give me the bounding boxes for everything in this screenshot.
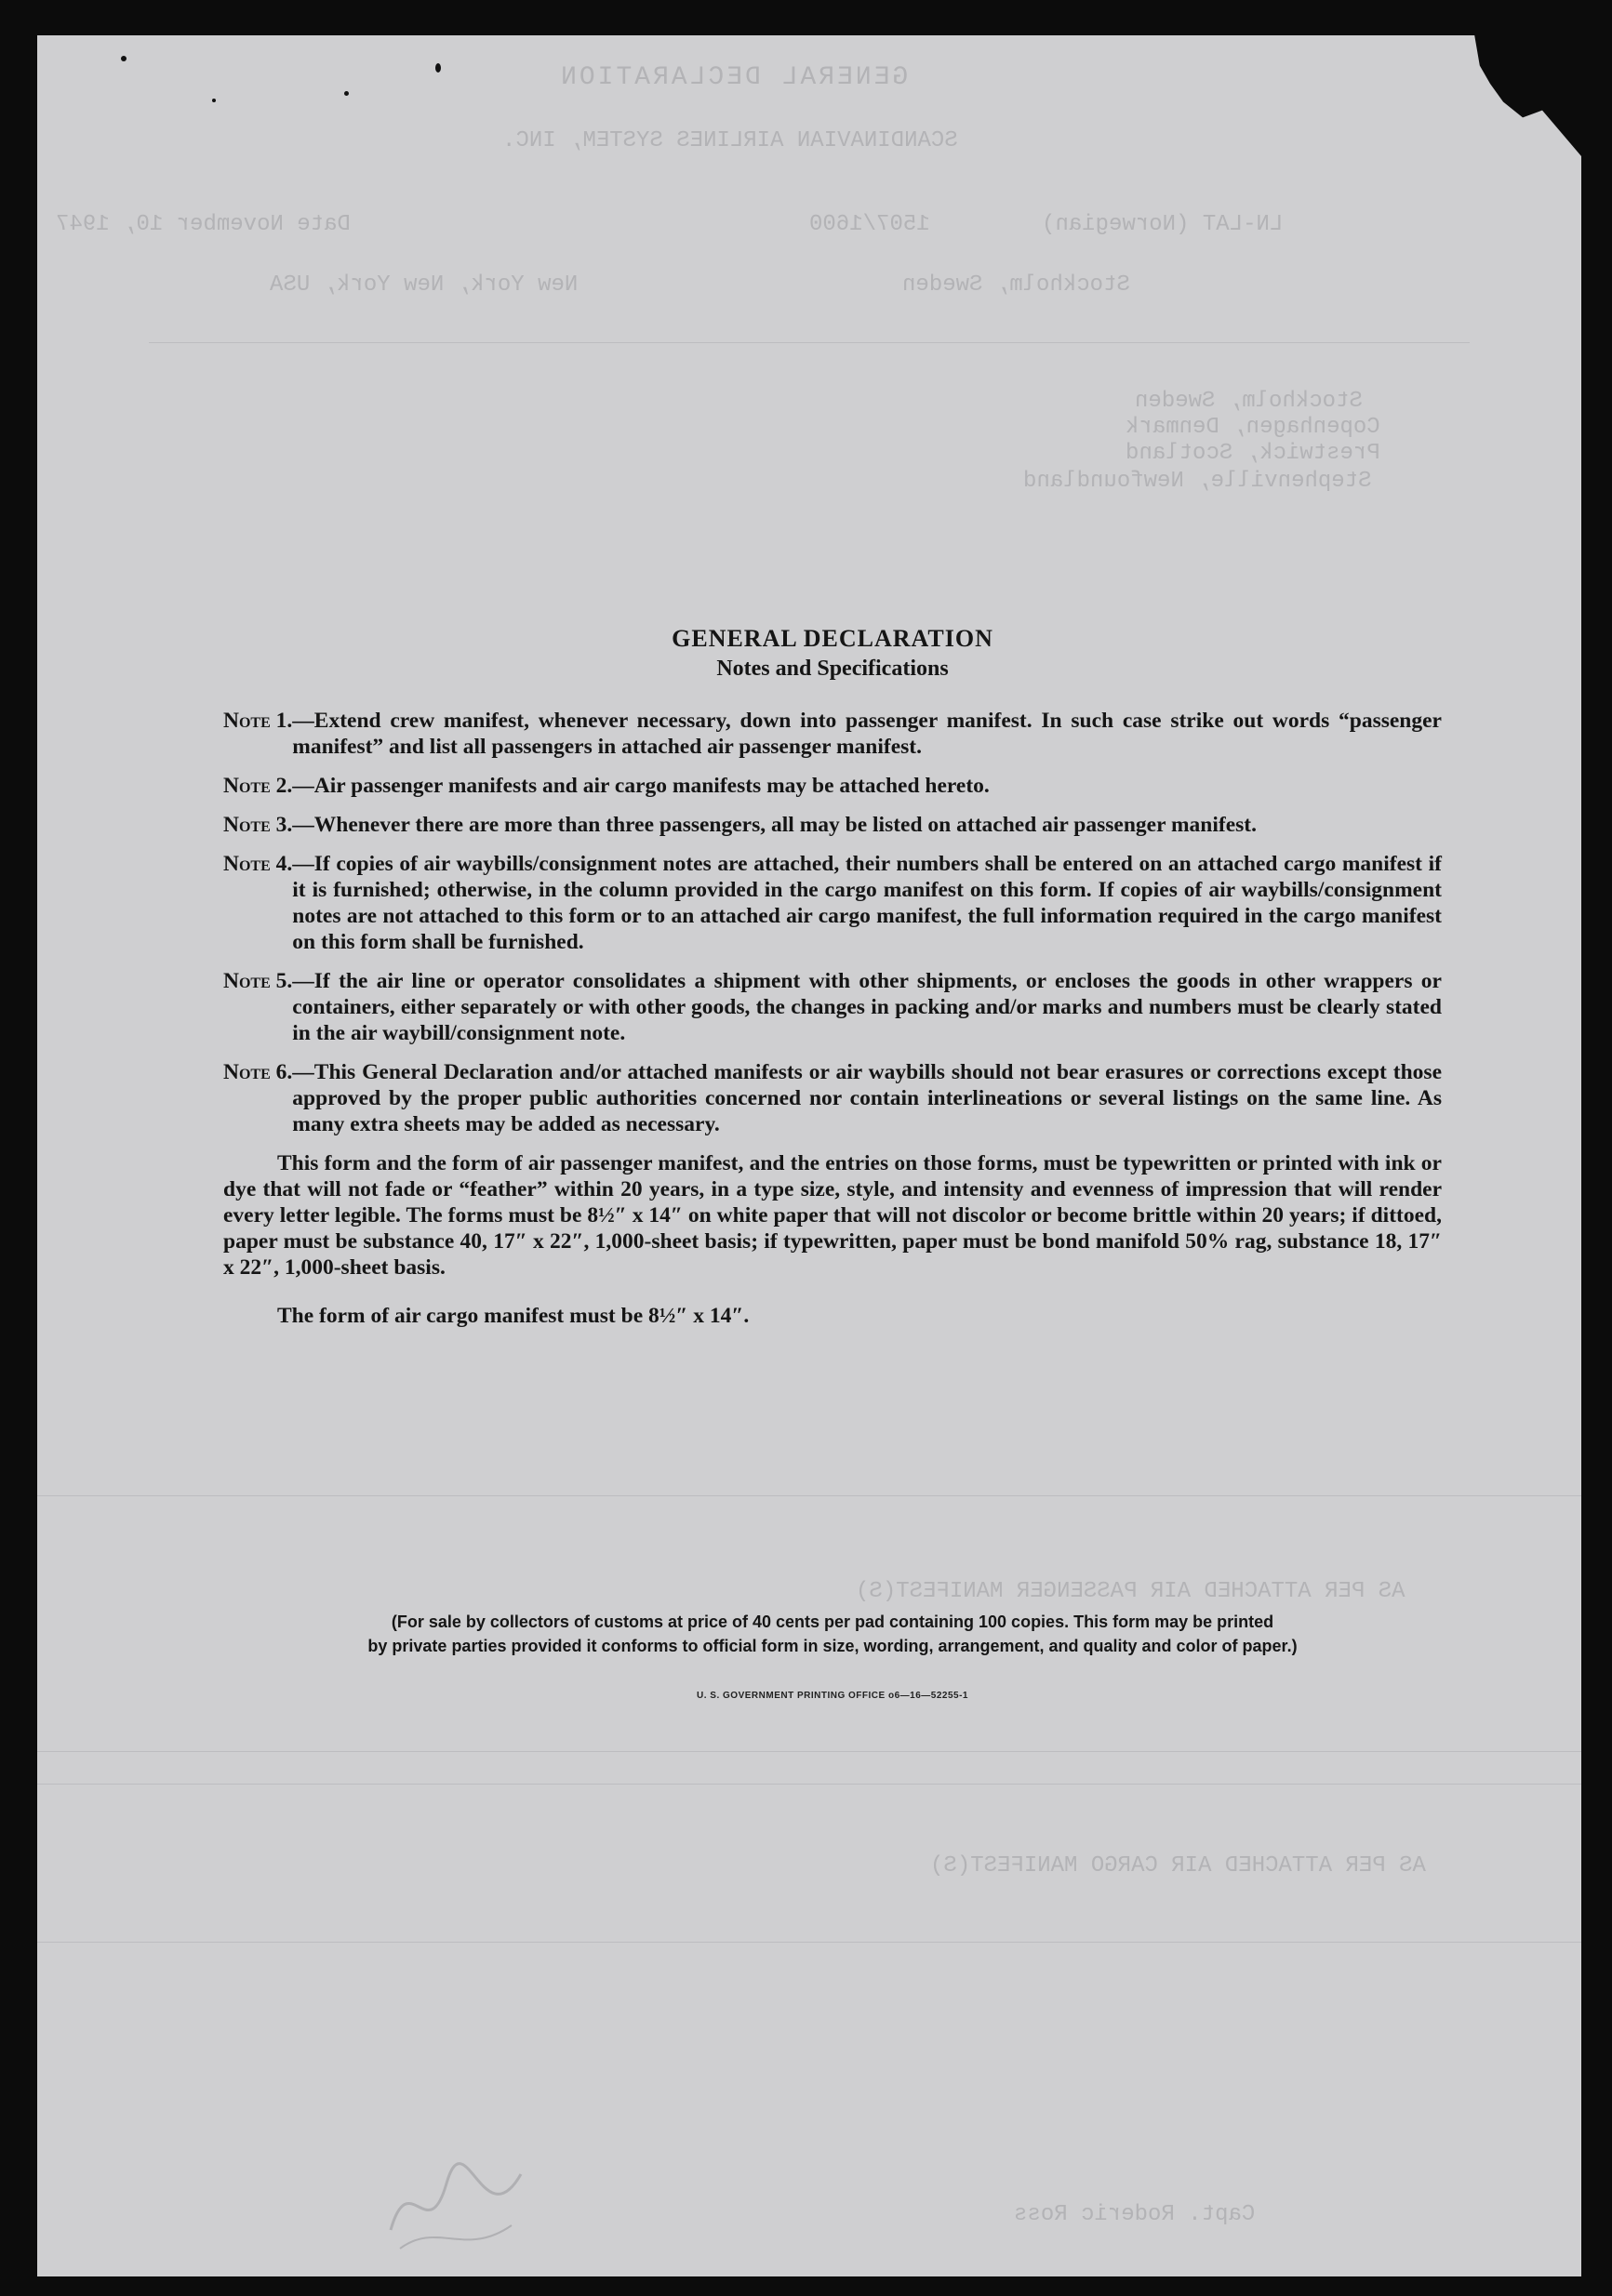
declaration-heading: GENERAL DECLARATION [672,625,993,652]
sale-note [223,1610,1442,1658]
bleed-route-3: Prestwick, Scotland [1126,441,1380,466]
ink-speck [344,91,349,96]
note-label: Note 5. [223,969,293,993]
bleed-rule-1 [149,342,1470,343]
bleed-cargo-stamp: AS PER ATTACHED AIR CARGO MANIFEST(S) [930,1853,1426,1878]
note-text: —If copies of air waybills/consignment notes are attached, their numbers shall be entered on an attached cargo manifest if it is furnished; otherwise, in the column provided in the cargo manifest on this form. If copies of air waybills/consignment notes are not attached to this form or to an attached air cargo manifest, the full information required in the cargo manifest on this form shall be furnished. [292,852,1442,954]
cargo-manifest-size-line: The form of air cargo manifest must be 8½″ x 14″. [277,1303,750,1328]
note-5 [223,968,1442,1046]
notes-subheading: Notes and Specifications [716,657,949,681]
bleed-title: GENERAL DECLARATION [558,63,909,92]
note-text: —If the air line or operator consolidates a shipment with other shipments, or encloses the goods in other wrappers or containers, either separately or with other goods, the changes in packing and/or marks and numbers must be clearly stated in the air waybill/consignment note. [292,969,1442,1045]
note-text: —Whenever there are more than three passengers, all may be listed on attached air passenger manifest. [292,813,1257,837]
note-text: —Extend crew manifest, whenever necessary, down into passenger manifest. In such case strike out words “passenger manifest” and list all passengers in attached air passenger manifest. [292,709,1442,759]
bleed-signature [381,2146,530,2258]
note-3 [223,812,1442,838]
note-6 [223,1059,1442,1137]
bleed-passenger-stamp: AS PER ATTACHED AIR PASSENGER MANIFEST(S) [856,1579,1406,1604]
sale-note-line-1: (For sale by collectors of customs at price of 40 cents per pad containing 100 copies. This form may be printed [391,1613,1274,1631]
bleed-route-2: Copenhagen, Denmark [1126,415,1380,440]
bleed-date: Date November 10, 1947 [56,212,351,237]
printer-imprint: U. S. GOVERNMENT PRINTING OFFICE o6—16—52255-1 [697,1691,968,1701]
note-label: Note 2. [223,774,293,798]
form-requirements-paragraph: This form and the form of air passenger manifest, and the entries on those forms, must be typewritten or printed with ink or dye that will not fade or “feather” within 20 years, in a type size, style, and intensity and evenness of impression that will render every letter legible. The forms must be 8½″ x 14″ on white paper that will not discolor or become brittle within 20 years; if dittoed, paper must be substance 40, 17″ x 22″, 1,000-sheet basis; if typewritten, paper must be bond manifold 50% rag, substance 18, 17″ x 22″, 1,000-sheet basis. [223,1151,1442,1280]
note-text: —Air passenger manifests and air cargo manifests may be attached hereto. [292,774,990,798]
bleed-rule-5 [37,1942,1581,1943]
sale-note-line-2: by private parties provided it conforms to official form in size, wording, arrangement, and quality and color of paper.) [367,1637,1298,1655]
note-1 [223,708,1442,760]
bleed-route-4: Stephenville, Newfoundland [1023,469,1372,494]
bleed-rule-3 [37,1751,1581,1752]
document-page [37,35,1581,2276]
ink-speck [121,56,127,61]
bleed-clearance: Stockholm, Sweden [902,272,1130,298]
note-text: —This General Declaration and/or attached manifests or air waybills should not bear erasures or corrections except those approved by the proper public authorities concerned nor contain interlineations or several listings on the same line. As many extra sheets may be added as necessary. [292,1060,1442,1136]
bleed-flight: 1507/1600 [809,212,930,237]
notes-section [223,626,1442,1350]
bleed-rule-2 [37,1495,1581,1496]
note-label: Note 6. [223,1060,293,1084]
bleed-registration: LN-LAT (Norwegian) [1042,212,1284,237]
torn-corner [1451,35,1581,156]
note-4 [223,851,1442,955]
bleed-captain: Capt. Roderic Ross [1014,2202,1256,2227]
ink-speck [435,63,441,73]
bleed-destination: New York, New York, USA [270,272,579,298]
note-label: Note 1. [223,709,293,733]
note-label: Note 4. [223,852,293,876]
bleed-route-1: Stockholm, Sweden [1135,389,1363,414]
note-2 [223,773,1442,799]
bleed-rule-4 [37,1784,1581,1785]
note-label: Note 3. [223,813,293,837]
bleed-airline: SCANDINAVIAN AIRLINES SYSTEM, INC. [502,128,958,153]
ink-speck [212,99,216,102]
